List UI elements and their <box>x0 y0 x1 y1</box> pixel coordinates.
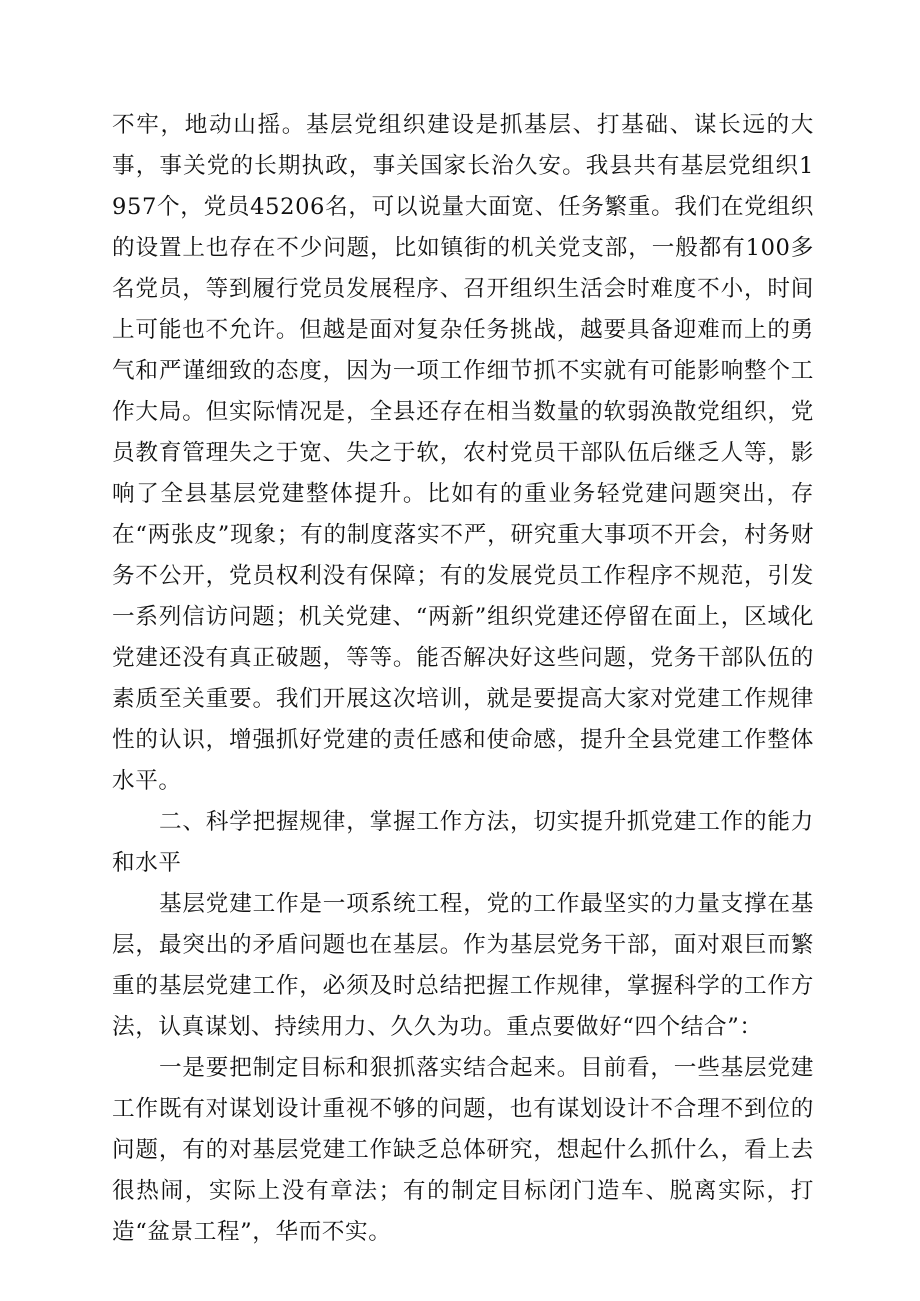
body-paragraph: 一是要把制定目标和狠抓落实结合起来。目前看，一些基层党建工作既有对谋划设计重视不够的问题，也有谋划设计不合理不到位的问题，有的对基层党建工作缺乏总体研究，想起什么抓什么，看上去很热闹，实际上没有章法；有的制定目标闭门造车、脱离实际，打造“盆景工程”，华而不实。 <box>112 1055 814 1245</box>
body-paragraph: 基层党建工作是一项系统工程，党的工作最坚实的力量支撑在基层，最突出的矛盾问题也在基层。作为基层党务干部，面对艰巨而繁重的基层党建工作，必须及时总结把握工作规律，掌握科学的工作方法，认真谋划、持续用力、久久为功。重点要做好“四个结合”： <box>112 891 814 1040</box>
document-page <box>112 105 814 1253</box>
section-heading-2: 二、科学把握规律，掌握工作方法，切实提升抓党建工作的能力和水平 <box>112 809 814 876</box>
body-paragraph-continuation: 不牢，地动山摇。基层党组织建设是抓基层、打基础、谋长远的大事，事关党的长期执政，事关国家长治久安。我县共有基层党组织1957个，党员45206名，可以说量大面宽、任务繁重。我们在党组织的设置上也存在不少问题，比如镇街的机关党支部，一般都有100多名党员，等到履行党员发展程序、召开组织生活会时难度不小，时间上可能也不允许。但越是面对复杂任务挑战，越要具备迎难而上的勇气和严谨细致的态度，因为一项工作细节抓不实就有可能影响整个工作大局。但实际情况是，全县还存在相当数量的软弱涣散党组织，党员教育管理失之于宽、失之于软，农村党员干部队伍后继乏人等，影响了全县基层党建整体提升。比如有的重业务轻党建问题突出，存在“两张皮”现象；有的制度落实不严，研究重大事项不开会，村务财务不公开，党员权利没有保障；有的发展党员工作程序不规范，引发一系列信访问题；机关党建、“两新”组织党建还停留在面上，区域化党建还没有真正破题，等等。能否解决好这些问题，党务干部队伍的素质至关重要。我们开展这次培训，就是要提高大家对党建工作规律性的认识，增强抓好党建的责任感和使命感，提升全县党建工作整体水平。 <box>112 112 814 794</box>
